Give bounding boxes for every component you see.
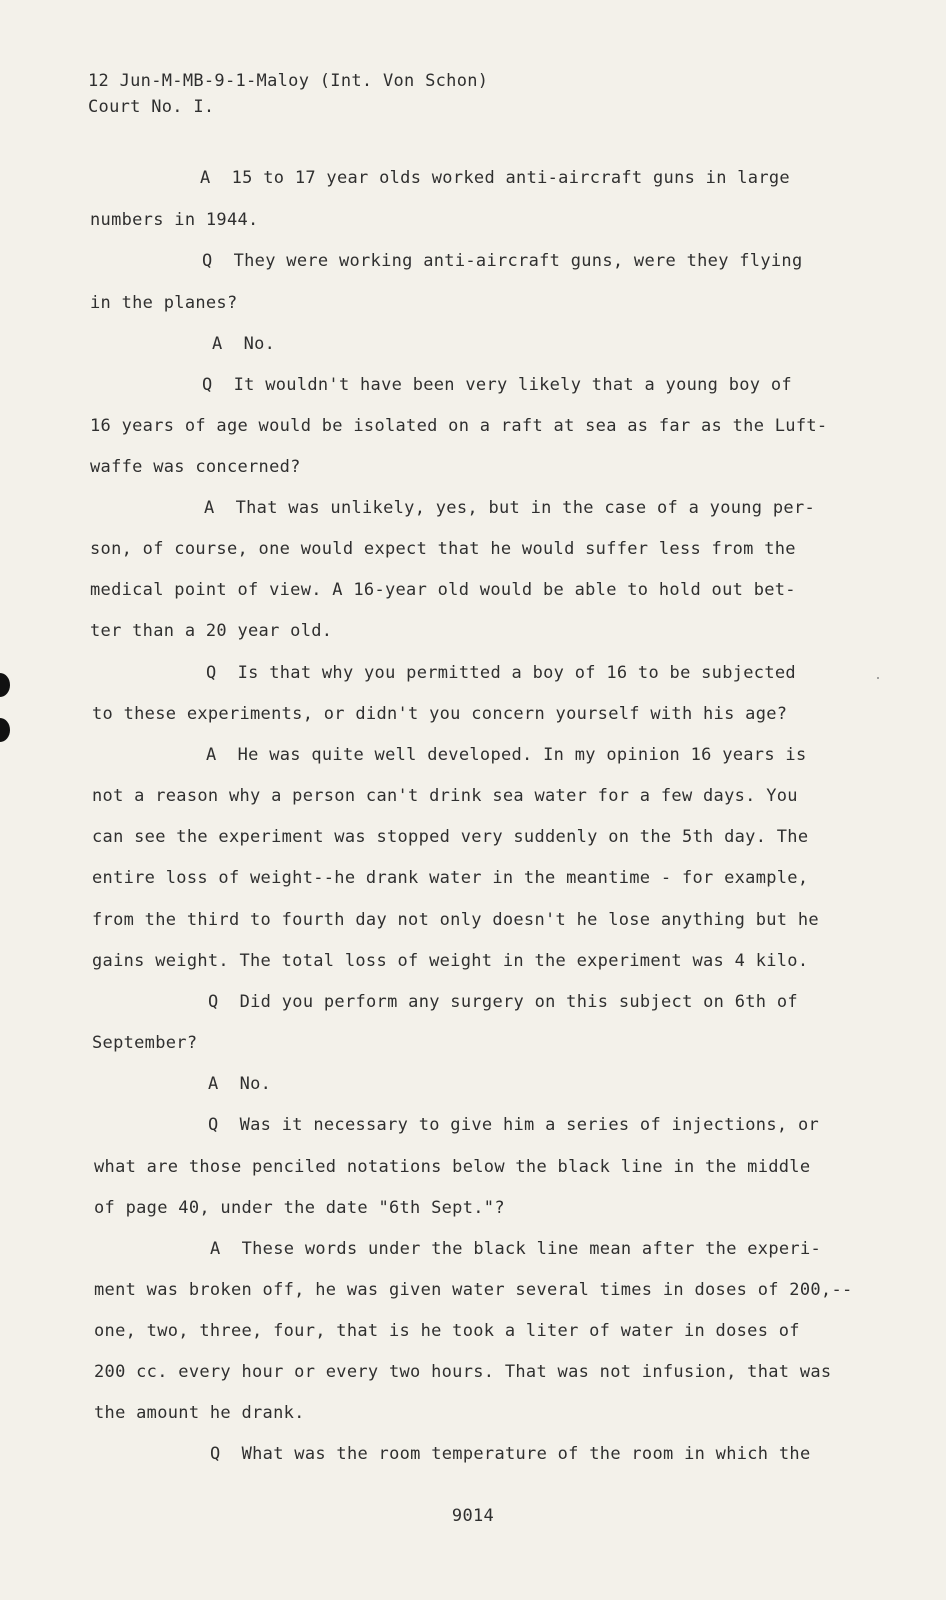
court-number: Court No. I. [88, 97, 215, 117]
text-line: the amount he drank. [94, 1403, 305, 1423]
page-number: 9014 [451, 1506, 495, 1526]
text-line: 200 cc. every hour or every two hours. That was not infusion, that was [94, 1362, 832, 1382]
text-line: 16 years of age would be isolated on a raft at sea as far as the Luft- [90, 416, 828, 436]
text-line: waffe was concerned? [90, 457, 301, 477]
binder-hole [0, 673, 10, 697]
text-line: in the planes? [90, 293, 238, 313]
text-line: medical point of view. A 16-year old would be able to hold out bet- [90, 580, 796, 600]
text-line: to these experiments, or didn't you concern yourself with his age? [92, 704, 788, 724]
text-line: entire loss of weight--he drank water in the meantime - for example, [92, 868, 809, 888]
question-line: Q What was the room temperature of the room in which the [210, 1444, 811, 1464]
answer-line: A No. [208, 1074, 272, 1094]
text-line: gains weight. The total loss of weight in the experiment was 4 kilo. [92, 951, 809, 971]
question-line: Q It wouldn't have been very likely that a young boy of [202, 375, 792, 395]
text-line: one, two, three, four, that is he took a liter of water in doses of [94, 1321, 800, 1341]
binder-hole [0, 718, 10, 742]
question-line: Q Did you perform any surgery on this subject on 6th of [208, 992, 798, 1012]
text-line: son, of course, one would expect that he would suffer less from the [90, 539, 796, 559]
text-line: can see the experiment was stopped very suddenly on the 5th day. The [92, 827, 809, 847]
question-line: Q Was it necessary to give him a series of injections, or [208, 1115, 820, 1135]
text-line: not a reason why a person can't drink sea water for a few days. You [92, 786, 798, 806]
document-header [88, 68, 488, 120]
case-reference: 12 Jun-M-MB-9-1-Maloy (Int. Von Schon) [88, 71, 489, 91]
text-line: ment was broken off, he was given water several times in doses of 200,-- [94, 1280, 853, 1300]
text-line: numbers in 1944. [90, 210, 259, 230]
answer-line: A That was unlikely, yes, but in the case of a young per- [204, 498, 816, 518]
question-line: Q Is that why you permitted a boy of 16 to be subjected [206, 663, 796, 683]
answer-line: A No. [212, 334, 276, 354]
text-line: ter than a 20 year old. [90, 621, 333, 641]
question-line: Q They were working anti-aircraft guns, were they flying [202, 251, 803, 271]
text-line: what are those penciled notations below the black line in the middle [94, 1157, 811, 1177]
paper-speck [877, 677, 879, 679]
text-line: of page 40, under the date "6th Sept."? [94, 1198, 505, 1218]
answer-line: A He was quite well developed. In my opinion 16 years is [206, 745, 807, 765]
answer-line: A These words under the black line mean after the experi- [210, 1239, 822, 1259]
answer-line: A 15 to 17 year olds worked anti-aircraft guns in large [200, 168, 790, 188]
text-line: from the third to fourth day not only doesn't he lose anything but he [92, 910, 819, 930]
text-line: September? [92, 1033, 198, 1053]
